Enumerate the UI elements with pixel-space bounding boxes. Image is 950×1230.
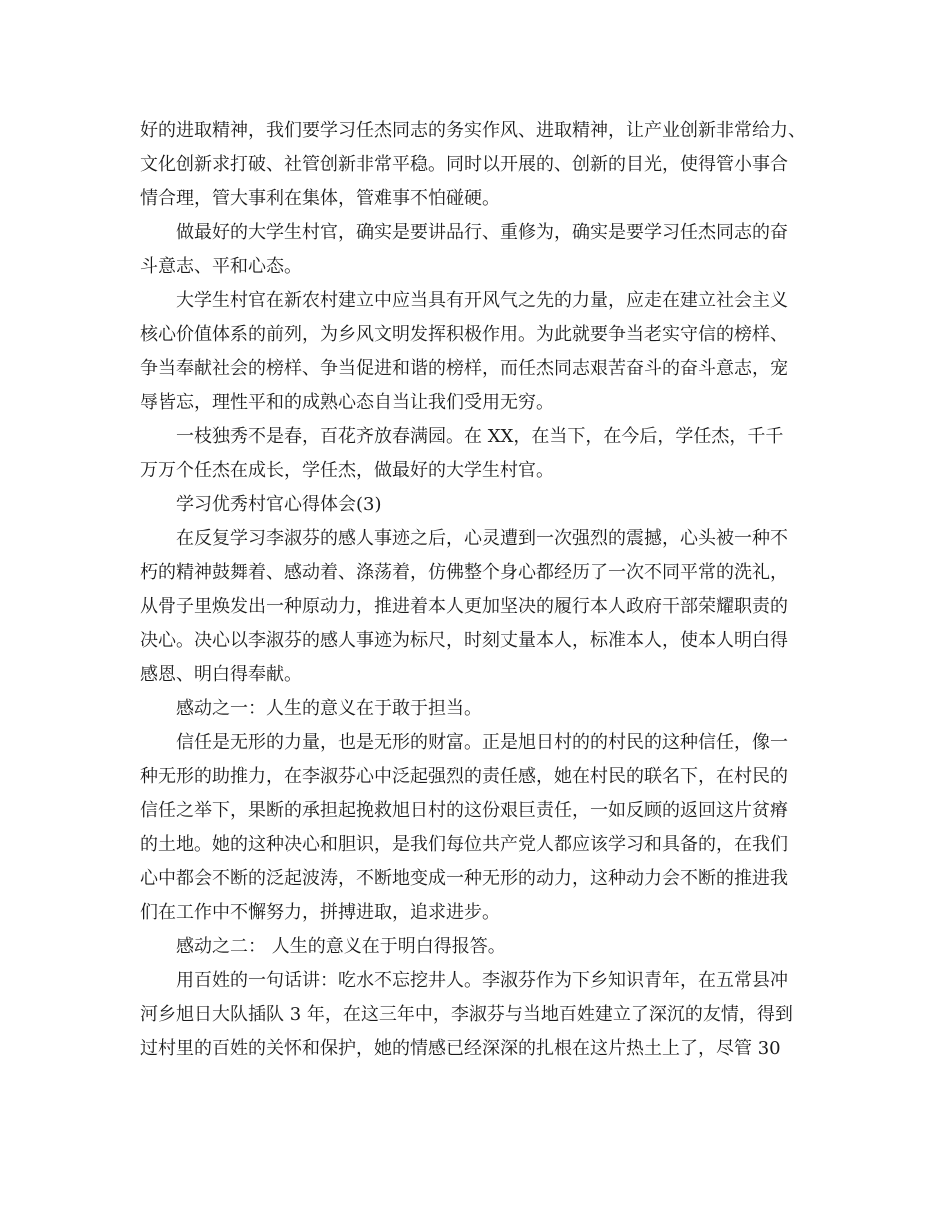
text-line: 从骨子里焕发出一种原动力，推进着本人更加坚决的履行本人政府干部荣耀职责的 bbox=[140, 596, 788, 617]
subheading-line: 感动之一：人生的意义在于敢于担当。 bbox=[176, 698, 482, 719]
paragraph-start-line: 用百姓的一句话讲：吃水不忘挖井人。李淑芬作为下乡知识青年，在五常县冲 bbox=[176, 970, 788, 991]
text-line: 种无形的助推力，在李淑芬心中泛起强烈的责任感，她在村民的联名下，在村民的 bbox=[140, 766, 788, 787]
text-line: 过村里的百姓的关怀和保护，她的情感已经深深的扎根在这片热土上了，尽管 30 bbox=[140, 1038, 781, 1059]
text-line: 决心。决心以李淑芬的感人事迹为标尺，时刻丈量本人，标准本人，使本人明白得 bbox=[140, 630, 788, 651]
section-heading: 学习优秀村官心得体会(3) bbox=[176, 494, 382, 515]
text-line: 心中都会不断的泛起波涛，不断地变成一种无形的动力，这种动力会不断的推进我 bbox=[140, 868, 788, 889]
text-line: 的土地。她的这种决心和胆识，是我们每位共产党人都应该学习和具备的，在我们 bbox=[140, 834, 788, 855]
text-line: 争当奉献社会的榜样、争当促进和谐的榜样，而任杰同志艰苦奋斗的奋斗意志，宠 bbox=[140, 358, 788, 379]
text-line: 信任之举下，果断的承担起挽救旭日村的这份艰巨责任，一如反顾的返回这片贫瘠 bbox=[140, 800, 788, 821]
text-line: 朽的精神鼓舞着、感动着、涤荡着，仿佛整个身心都经历了一次不同平常的洗礼， bbox=[140, 562, 788, 583]
paragraph-start-line: 做最好的大学生村官，确实是要讲品行、重修为，确实是要学习任杰同志的奋 bbox=[176, 222, 788, 243]
text-line: 们在工作中不懈努力，拼搏进取，追求进步。 bbox=[140, 902, 500, 923]
text-line: 辱皆忘，理性平和的成熟心态自当让我们受用无穷。 bbox=[140, 392, 554, 413]
paragraph-start-line: 信任是无形的力量，也是无形的财富。正是旭日村的的村民的这种信任，像一 bbox=[176, 732, 788, 753]
subheading-line: 感动之二： 人生的意义在于明白得报答。 bbox=[176, 936, 506, 957]
text-line: 斗意志、平和心态。 bbox=[140, 256, 302, 277]
paragraph-start-line: 一枝独秀不是春，百花齐放春满园。在 XX，在当下，在今后，学任杰，千千 bbox=[176, 426, 784, 447]
text-line: 感恩、明白得奉献。 bbox=[140, 664, 302, 685]
text-line: 情合理，管大事利在集体，管难事不怕碰硬。 bbox=[140, 188, 500, 209]
text-line: 河乡旭日大队插队 3 年，在这三年中，李淑芬与当地百姓建立了深沉的友情，得到 bbox=[140, 1004, 793, 1025]
text-line: 万万个任杰在成长，学任杰，做最好的大学生村官。 bbox=[140, 460, 554, 481]
text-line: 文化创新求打破、社管创新非常平稳。同时以开展的、创新的目光，使得管小事合 bbox=[140, 154, 788, 175]
paragraph-start-line: 在反复学习李淑芬的感人事迹之后，心灵遭到一次强烈的震撼，心头被一种不 bbox=[176, 528, 788, 549]
text-line: 好的进取精神，我们要学习任杰同志的务实作风、进取精神，让产业创新非常给力、 bbox=[140, 120, 806, 141]
paragraph-start-line: 大学生村官在新农村建立中应当具有开风气之先的力量，应走在建立社会主义 bbox=[176, 290, 788, 311]
text-line: 核心价值体系的前列，为乡风文明发挥积极作用。为此就要争当老实守信的榜样、 bbox=[140, 324, 788, 345]
document-body bbox=[140, 114, 820, 1066]
